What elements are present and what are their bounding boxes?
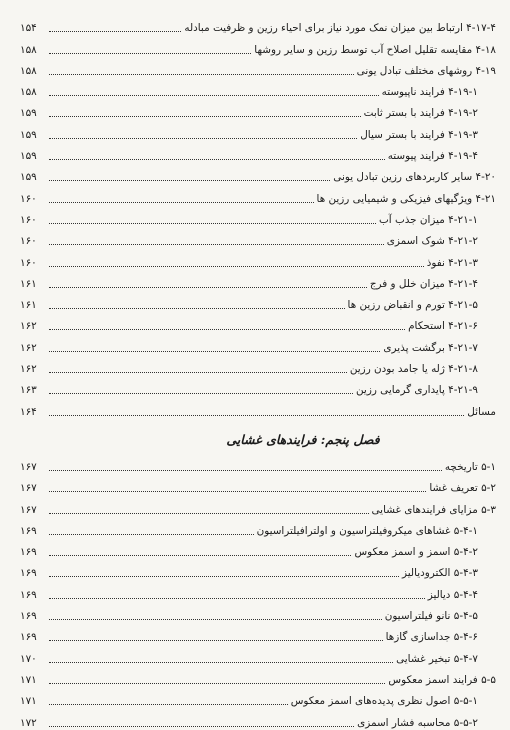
toc-entry-page: ۱۷۱	[20, 695, 37, 708]
toc-entry-title: مسائل	[467, 405, 496, 418]
toc-entry-page: ۱۵۹	[20, 150, 37, 163]
toc-entry	[20, 666, 496, 687]
toc-entry-title: ۴-۲۱ ویژگیهای فیزیکی و شیمیایی رزین ها	[316, 192, 496, 205]
toc-entry-title: ۵-۵-۲ محاسبه فشار اسمزی	[357, 716, 478, 729]
toc-entry-title: ۵-۴-۷ تبخیر غشایی	[396, 652, 478, 665]
dot-leader	[49, 555, 351, 556]
toc-entry-title: ۴-۲۱-۹ پایداری گرمایی رزین	[356, 384, 478, 397]
toc-entry-page: ۱۵۸	[20, 64, 37, 77]
toc-entry-title: ۴-۱۹-۱ فرایند ناپیوسته	[381, 86, 478, 99]
dot-leader	[49, 513, 369, 514]
toc-entry-title: ۴-۱۹-۳ فرایند با بستر سیال	[360, 128, 478, 141]
dot-leader	[49, 393, 353, 394]
dot-leader	[49, 138, 357, 139]
dot-leader	[49, 74, 354, 75]
toc-entry-title: ۵-۴-۶ جداسازی گازها	[385, 631, 478, 644]
toc-entry	[20, 291, 496, 312]
toc-entry-title: ۴-۲۱-۴ میزان خلل و فرج	[369, 277, 478, 290]
toc-entry-title: ۵-۳ مزایای فرایندهای غشایی	[371, 503, 496, 516]
dot-leader	[49, 244, 384, 245]
toc-entry-title: ۵-۴-۳ الکترودیالیز	[402, 567, 478, 580]
dot-leader	[49, 266, 424, 267]
toc-entry-page: ۱۶۳	[20, 384, 37, 397]
dot-leader	[49, 534, 254, 535]
toc-entry-title: ۵-۴-۵ نانو فیلتراسیون	[384, 610, 478, 623]
toc-entry-page: ۱۵۹	[20, 107, 37, 120]
toc-entry	[20, 184, 496, 205]
toc-entry	[20, 376, 496, 397]
toc-entry-page: ۱۶۲	[20, 341, 37, 354]
toc-entry	[20, 687, 496, 708]
dot-leader	[49, 329, 405, 330]
toc-entry-title: ۵-۴-۴ دیالیز	[427, 588, 478, 601]
toc-entry-title: ۴-۲۱-۶ استحکام	[408, 320, 478, 333]
dot-leader	[49, 598, 425, 599]
toc-entry	[20, 495, 496, 516]
dot-leader	[49, 180, 330, 181]
toc-entry-page: ۱۶۹	[20, 546, 37, 559]
toc-entry-title: ۴-۱۹-۴ فرایند پیوسته	[387, 150, 478, 163]
dot-leader	[49, 202, 314, 203]
toc-entry-title: ۴-۲۱-۲ شوک اسمزی	[386, 235, 478, 248]
dot-leader	[49, 116, 361, 117]
toc-entry-page: ۱۶۷	[20, 503, 37, 516]
toc-entry-page: ۱۷۰	[20, 652, 37, 665]
toc-entry-page: ۱۶۱	[20, 277, 37, 290]
toc-entry	[20, 142, 496, 163]
toc-entry-title: ۴-۲۱-۱ میزان جذب آب	[378, 213, 478, 226]
toc-entry-page: ۱۶۴	[20, 405, 37, 418]
toc-entry	[20, 355, 496, 376]
toc-entry-title: ۴-۱۹-۲ فرایند با بستر ثابت	[363, 107, 478, 120]
dot-leader	[49, 351, 380, 352]
dot-leader	[49, 491, 426, 492]
toc-entry-title: ۵-۴-۲ اسمز و اسمز معکوس	[354, 546, 478, 559]
toc-entry	[20, 538, 496, 559]
toc-entry	[20, 559, 496, 580]
toc-entry	[20, 163, 496, 184]
dot-leader	[49, 53, 251, 54]
toc-entry-title: ۵-۱ تاریخچه	[444, 460, 496, 473]
toc-entry	[20, 644, 496, 665]
toc-entry	[20, 453, 496, 474]
toc-entry-page: ۱۷۱	[20, 673, 37, 686]
dot-leader	[49, 662, 393, 663]
toc-entry	[20, 35, 496, 56]
toc-entry-page: ۱۶۹	[20, 610, 37, 623]
toc-entry-page: ۱۵۸	[20, 86, 37, 99]
toc-entry	[20, 312, 496, 333]
toc-entry-title: ۴-۲۱-۳ نفوذ	[426, 256, 478, 269]
toc-entry-page: ۱۶۲	[20, 320, 37, 333]
dot-leader	[49, 159, 385, 160]
toc-entry	[20, 14, 496, 35]
toc-entry	[20, 517, 496, 538]
toc-entry	[20, 99, 496, 120]
dot-leader	[49, 31, 181, 32]
toc-entry-page: ۱۶۲	[20, 363, 37, 376]
dot-leader	[49, 704, 288, 705]
toc-entry-page: ۱۷۲	[20, 716, 37, 729]
toc-entry	[20, 78, 496, 99]
toc-entry	[20, 57, 496, 78]
toc-entry-page: ۱۶۰	[20, 192, 37, 205]
dot-leader	[49, 683, 385, 684]
toc-entry-title: ۴-۲۱-۸ ژله یا جامد بودن رزین	[349, 363, 478, 376]
toc-entry-title: ۴-۲۱-۵ تورم و انقباض رزین ها	[347, 299, 478, 312]
toc-entry-page: ۱۵۴	[20, 22, 37, 35]
dot-leader	[49, 619, 382, 620]
toc-entry	[20, 270, 496, 291]
dot-leader	[49, 95, 379, 96]
toc-entry-page: ۱۶۷	[20, 460, 37, 473]
toc-entry-title: ۴-۲۱-۷ برگشت پذیری	[383, 341, 478, 354]
toc-entry-page: ۱۶۱	[20, 299, 37, 312]
toc-entry-title: ۵-۴-۱ غشاهای میکروفیلتراسیون و اولترافیلتراسیون	[256, 524, 478, 537]
toc-entry	[20, 397, 496, 418]
toc-entry	[20, 708, 496, 729]
dot-leader	[49, 223, 376, 224]
toc-entry	[20, 623, 496, 644]
dot-leader	[49, 372, 347, 373]
toc-entry	[20, 248, 496, 269]
toc-section-chapter4	[20, 14, 496, 419]
toc-entry	[20, 602, 496, 623]
toc-entry-page: ۱۶۹	[20, 524, 37, 537]
toc-entry-page: ۱۶۰	[20, 213, 37, 226]
dot-leader	[49, 287, 367, 288]
toc-entry-page: ۱۵۹	[20, 171, 37, 184]
toc-entry-title: ۴-۱۸ مقایسه تقلیل اصلاح آب توسط رزین و سایر روشها	[254, 43, 496, 56]
chapter-title: فصل پنجم: فرایندهای غشایی	[226, 431, 380, 447]
toc-entry-title: ۴-۲۰ سایر کاربردهای رزین تبادل یونی	[333, 171, 496, 184]
toc-entry-page: ۱۶۹	[20, 631, 37, 644]
dot-leader	[49, 726, 354, 727]
toc-entry-title: ۴-۱۷-۴ ارتباط بین میزان نمک مورد نیاز برای احیاء رزین و ظرفیت مبادله	[184, 22, 496, 35]
toc-entry-page: ۱۶۷	[20, 482, 37, 495]
toc-entry-page: ۱۵۹	[20, 128, 37, 141]
toc-entry-title: ۴-۱۹ روشهای مختلف تبادل یونی	[356, 64, 496, 77]
toc-entry-title: ۵-۲ تعریف غشا	[429, 482, 496, 495]
toc-entry-page: ۱۶۹	[20, 567, 37, 580]
toc-entry-page: ۱۵۸	[20, 43, 37, 56]
toc-entry-page: ۱۶۰	[20, 235, 37, 248]
dot-leader	[49, 576, 399, 577]
toc-entry-title: ۵-۵ فرایند اسمز معکوس	[388, 673, 496, 686]
toc-entry	[20, 206, 496, 227]
toc-entry	[20, 227, 496, 248]
toc-entry-page: ۱۶۰	[20, 256, 37, 269]
dot-leader	[49, 308, 345, 309]
dot-leader	[49, 415, 464, 416]
toc-entry	[20, 474, 496, 495]
toc-entry	[20, 333, 496, 354]
dot-leader	[49, 640, 383, 641]
toc-section-chapter5	[20, 453, 496, 730]
dot-leader	[49, 470, 442, 471]
toc-entry	[20, 120, 496, 141]
toc-entry-title: ۵-۵-۱ اصول نظری پدیده‌های اسمز معکوس	[290, 695, 478, 708]
toc-entry	[20, 580, 496, 601]
toc-entry-page: ۱۶۹	[20, 588, 37, 601]
